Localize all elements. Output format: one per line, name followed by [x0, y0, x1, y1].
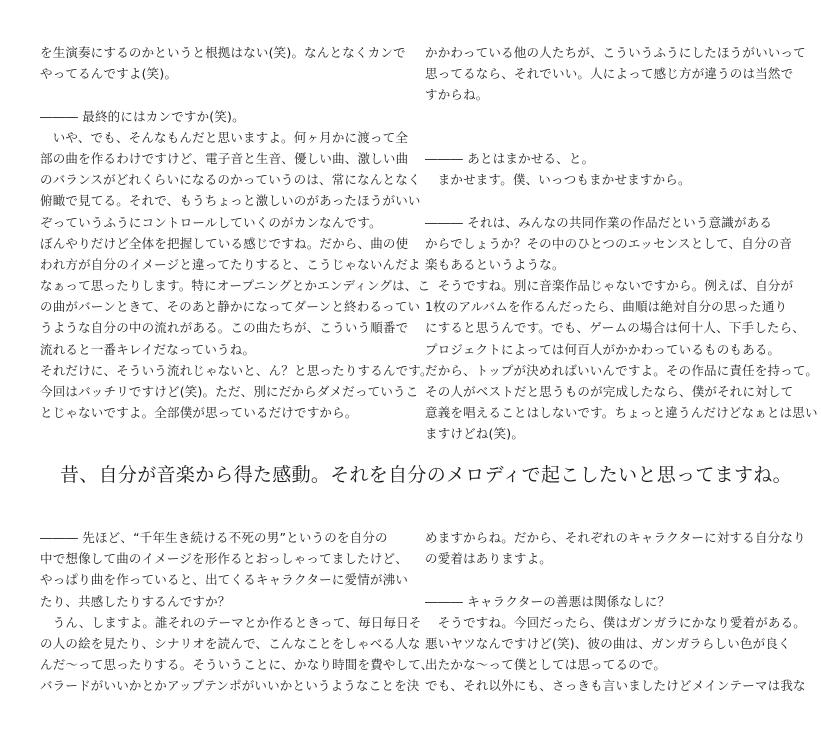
paragraph-gap — [425, 106, 785, 127]
interviewer-question-line: ――― キャラクターの善悪は関係なしに？ — [425, 593, 671, 609]
interviewer-question-line: ――― 最終的にはカンですか(笑)。 — [40, 108, 245, 124]
text-line: そうですね。別に音楽作品じゃないですから。例えば、自分が — [425, 278, 794, 294]
interviewer-question-line: ――― それは、みんなの共同作業の作品だという意識がある — [425, 214, 773, 230]
text-line: んだ～って思ったりする。そういうことに、かなり時間を費やして、 — [40, 657, 434, 673]
pull-quote: 昔、自分が音楽から得た感動。それを自分のメロディで起こしたいと思ってますね。 — [60, 464, 792, 486]
paragraph-gap — [425, 127, 785, 148]
text-line: それだけに、そういう流れじゃないと、ん？と思ったりするんです。 — [40, 362, 433, 378]
text-line: めますからね。だから、それぞれのキャラクターに対する自分なり — [425, 530, 806, 545]
text-line: 1枚のアルバムを作るんだったら、曲順は絶対自分の思った通り — [425, 299, 788, 315]
text-line: うん、しますよ。誰それのテーマとか作るときって、毎日毎日そ — [40, 614, 422, 630]
text-line: やってるんですよ(笑)。 — [40, 66, 178, 82]
text-line: やっぱり曲を作っていると、出てくるキャラクターに愛情が沸い — [40, 572, 409, 588]
text-line: 俯瞰で見てる。それで、もうちょっと激しいのがあったほうがいい — [40, 193, 421, 209]
text-line: の愛着はありますよ。 — [425, 551, 553, 567]
paragraph-gap — [40, 84, 400, 105]
text-line: かかわっている他の人たちが、こういうふうにしたほうがいいって — [425, 45, 806, 60]
text-line: からでしょうか？その中のひとつのエッセンスとして、自分の音 — [425, 235, 793, 251]
text-line: ますけどね(笑)。 — [425, 426, 525, 442]
interviewer-question-line: ――― 先ほど、“千年生き続ける不死の男”というのを自分の — [40, 530, 388, 545]
text-line: われ方が自分のイメージと違ってたりすると、こうじゃないんだよ — [40, 256, 421, 272]
text-line: のバランスがどれくらいになるのかっていうのは、常になんとなく — [40, 172, 421, 188]
text-line: の曲がバーンときて、そのあと静かになってダーンと終わるってい — [40, 299, 421, 315]
text-line: なぁって思ったりします。特にオープニングとかエンディングは、こ — [40, 278, 431, 294]
text-line: 出たかな～って僕としては思ってるので。 — [425, 657, 667, 673]
text-line: 意義を唱えることはしないです。ちょっと違うんだけどなぁとは思い — [425, 405, 818, 421]
text-line: だから、トップが決めればいいんですよ。その作品に責任を持って。 — [425, 362, 819, 378]
text-line: いや、でも、そんなもんだと思いますよ。何ヶ月かに渡って全 — [40, 129, 409, 145]
text-line: とじゃないですよ。全部僕が思っているだけですから。 — [40, 405, 358, 421]
text-line: プロジェクトによっては何百人がかかわっているものもある。 — [425, 341, 781, 357]
article-column-bottom-left — [40, 527, 434, 697]
paragraph-gap — [425, 569, 785, 590]
paragraph-gap — [425, 190, 785, 211]
text-line: 今回はバッチリですけど(笑)。ただ、別にだからダメだっていうこ — [40, 384, 419, 399]
text-line: 部の曲を作るわけですけど、電子音と生音、優しい曲、激しい曲 — [40, 150, 409, 166]
text-line: バラードがいいかとかアップテンポがいいかというようなことを決 — [40, 678, 420, 694]
text-line: の人の絵を見たり、シナリオを読んで、こんなことをしゃべる人な — [40, 635, 421, 651]
text-line: 悪いヤツなんですけど(笑)、彼の曲は、ガンガラらしい色が良く — [425, 635, 791, 651]
text-line: 中で想像して曲のイメージを形作るとおっしゃってましたけど、 — [40, 551, 408, 567]
text-line: を生演奏にするのかというと根拠はない(笑)。なんとなくカンで — [40, 45, 406, 60]
interviewer-question-line: ――― あとはまかせる、と。 — [425, 150, 595, 166]
article-column-top-left — [40, 42, 433, 423]
article-column-top-right — [425, 42, 819, 445]
text-line: ぞっていうふうにコントロールしていくのがカンなんです。 — [40, 214, 382, 230]
text-line: たり、共感したりするんですか？ — [40, 593, 231, 609]
text-line: ぼんやりだけど全体を把握している感じですね。だから、曲の使 — [40, 235, 409, 251]
article-column-bottom-right — [425, 527, 807, 697]
text-line: にすると思うんです。でも、ゲームの場合は何十人、下手したら、 — [425, 320, 806, 336]
text-line: すからね。 — [425, 87, 489, 103]
text-line: その人がベストだと思うものが完成したなら、僕がそれに対して — [425, 384, 794, 399]
text-line: でも、それ以外にも、さっきも言いましたけどメインテーマは我な — [425, 678, 806, 694]
text-line: 思ってるなら、それでいい。人によって感じ方が違うのは当然で — [425, 66, 794, 82]
text-line: そうですね。今回だったら、僕はガンガラにかなり愛着がある。 — [425, 614, 807, 630]
text-line: 流れると一番キレイだなっていうね。 — [40, 341, 256, 357]
text-line: 楽もあるというような。 — [425, 256, 565, 272]
text-line: まかせます。僕、いっつもまかせますから。 — [425, 172, 691, 188]
text-line: うような自分の中の流れがある。この曲たちが、こういう順番で — [40, 320, 409, 336]
